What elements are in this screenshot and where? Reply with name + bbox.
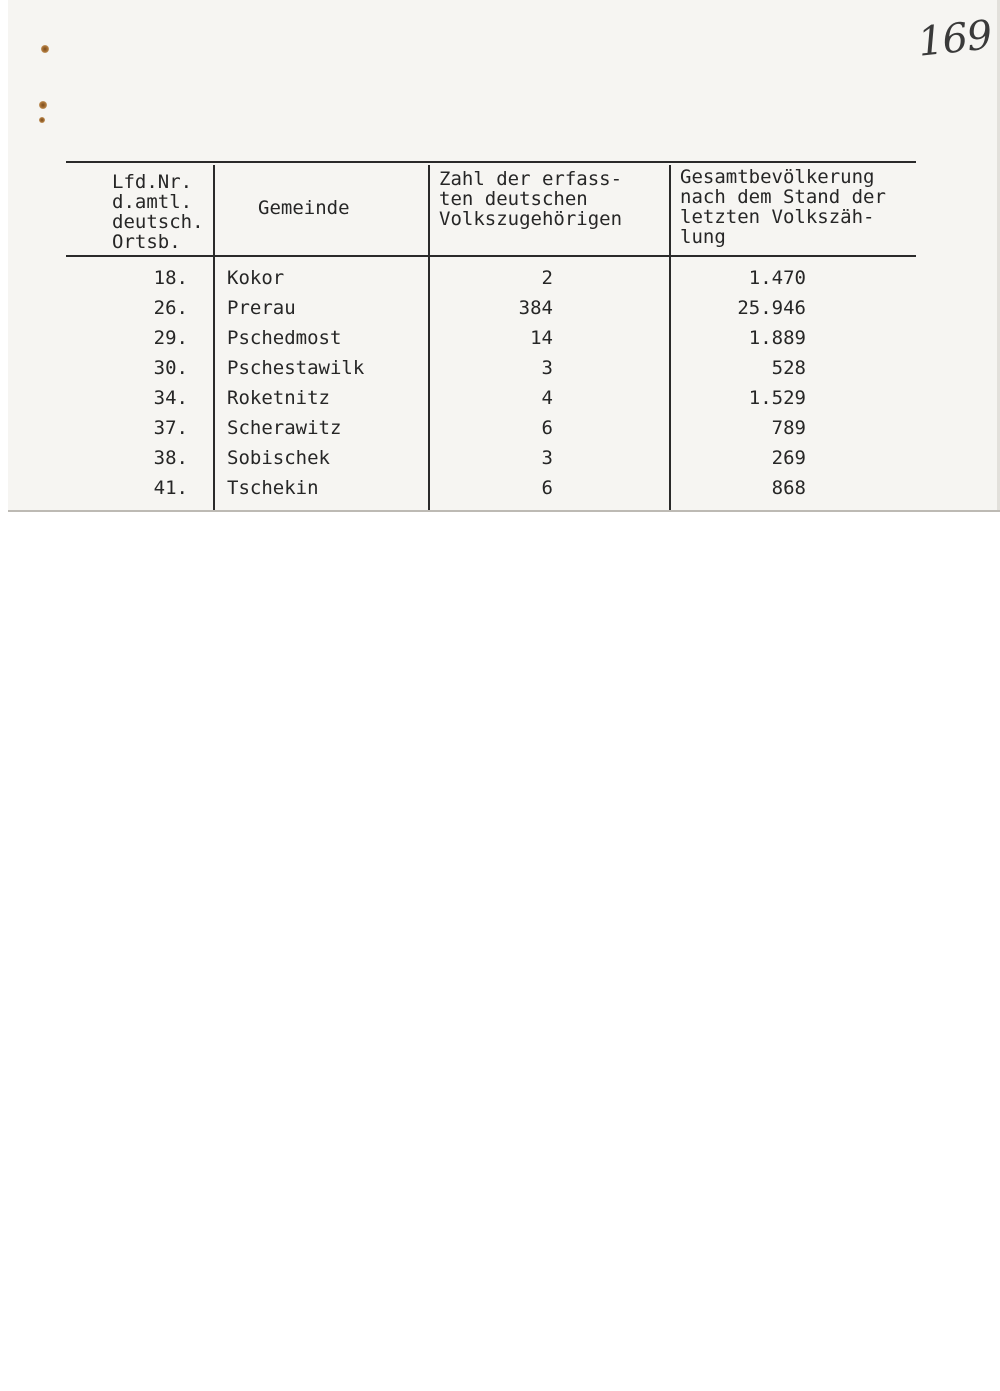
row-number: 38. xyxy=(153,447,188,469)
row-gemeinde: Kokor xyxy=(227,267,285,289)
row-number: 41. xyxy=(153,477,188,499)
row-zahl: 6 xyxy=(541,417,553,439)
handwritten-page-number: 169 xyxy=(915,12,994,66)
table-row xyxy=(8,298,1000,328)
table-header-rule xyxy=(66,255,916,257)
table-row xyxy=(8,418,1000,448)
row-gemeinde: Roketnitz xyxy=(227,387,330,409)
row-zahl: 3 xyxy=(541,357,553,379)
table-row xyxy=(8,448,1000,478)
row-gesamt: 1.470 xyxy=(748,267,806,289)
row-number: 37. xyxy=(153,417,188,439)
row-gesamt: 789 xyxy=(771,417,806,439)
table-row xyxy=(8,388,1000,418)
row-zahl: 6 xyxy=(541,477,553,499)
row-number: 18. xyxy=(153,267,188,289)
table-top-rule xyxy=(66,161,916,163)
row-zahl: 2 xyxy=(541,267,553,289)
row-gemeinde: Prerau xyxy=(227,297,296,319)
scanned-document xyxy=(8,0,1000,512)
row-zahl: 384 xyxy=(518,297,553,319)
punch-hole-mark xyxy=(39,117,45,123)
row-gesamt: 25.946 xyxy=(737,297,806,319)
punch-hole-mark xyxy=(41,45,49,53)
row-number: 29. xyxy=(153,327,188,349)
column-header-lfd-nr: Lfd.Nr. d.amtl. deutsch. Ortsb. xyxy=(112,171,204,253)
row-zahl: 3 xyxy=(541,447,553,469)
row-number: 26. xyxy=(153,297,188,319)
scan-crop-edge xyxy=(8,510,1000,512)
table-row xyxy=(8,268,1000,298)
column-header-gesamtbevoelkerung: Gesamtbevölkerung nach dem Stand der letzten Volkszäh- lung xyxy=(680,166,886,248)
row-gemeinde: Tschekin xyxy=(227,477,319,499)
table-row xyxy=(8,358,1000,388)
row-gemeinde: Scherawitz xyxy=(227,417,342,439)
row-gesamt: 1.889 xyxy=(748,327,806,349)
row-gemeinde: Sobischek xyxy=(227,447,330,469)
row-gesamt: 528 xyxy=(771,357,806,379)
column-header-gemeinde: Gemeinde xyxy=(258,197,350,219)
row-zahl: 4 xyxy=(541,387,553,409)
row-zahl: 14 xyxy=(530,327,553,349)
row-gemeinde: Pschedmost xyxy=(227,327,342,349)
row-gesamt: 269 xyxy=(771,447,806,469)
row-gesamt: 1.529 xyxy=(748,387,806,409)
row-gesamt: 868 xyxy=(771,477,806,499)
punch-hole-mark xyxy=(39,101,47,109)
column-header-zahl: Zahl der erfass- ten deutschen Volkszugehörigen xyxy=(439,168,623,230)
table-row xyxy=(8,328,1000,358)
row-number: 34. xyxy=(153,387,188,409)
row-number: 30. xyxy=(153,357,188,379)
table-row xyxy=(8,478,1000,508)
row-gemeinde: Pschestawilk xyxy=(227,357,365,379)
